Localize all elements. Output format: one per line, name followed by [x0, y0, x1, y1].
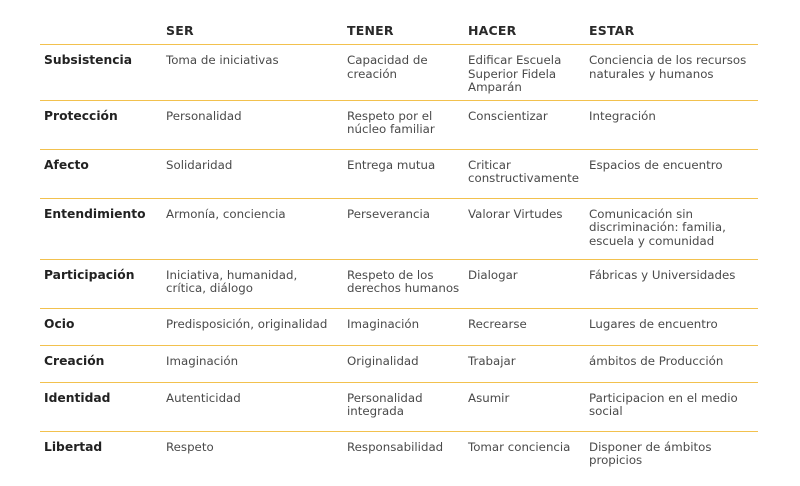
cell-ser: Solidaridad — [162, 149, 343, 198]
row-label: Creación — [40, 345, 162, 382]
table-row — [40, 45, 758, 101]
cell-hacer: Criticar constructivamente — [464, 149, 585, 198]
row-label: Subsistencia — [40, 45, 162, 101]
cell-tener: Originalidad — [343, 345, 464, 382]
cell-ser: Personalidad — [162, 100, 343, 149]
header-tener: TENER — [343, 16, 464, 45]
table-row — [40, 100, 758, 149]
cell-tener: Respeto por el núcleo familiar — [343, 100, 464, 149]
cell-ser: Iniciativa, humanidad, crítica, diálogo — [162, 259, 343, 308]
cell-estar: Lugares de encuentro — [585, 308, 758, 345]
cell-tener: Responsabilidad — [347, 439, 444, 454]
cell-ser: Armonía, conciencia — [162, 198, 343, 259]
cell-tener: Capacidad de creación — [343, 45, 464, 101]
header-ser: SER — [162, 16, 343, 45]
cell-estar: Integración — [585, 100, 758, 149]
cell-ser: Predisposición, originalidad — [162, 308, 343, 345]
table-row — [40, 431, 758, 476]
cell-tener: Perseverancia — [343, 198, 464, 259]
table-row — [40, 308, 758, 345]
row-label: Ocio — [40, 308, 162, 345]
table-row — [40, 345, 758, 382]
row-label: Identidad — [40, 382, 162, 431]
table-row — [40, 198, 758, 259]
cell-ser: Respeto — [166, 439, 214, 454]
header-estar: ESTAR — [585, 16, 758, 45]
cell-hacer: Tomar conciencia — [468, 439, 571, 454]
cell-estar: Espacios de encuentro — [585, 149, 758, 198]
cell-hacer: Asumir — [464, 382, 585, 431]
cell-hacer: Edificar Escuela Superior Fidela Amparán — [464, 45, 585, 101]
cell-tener: Respeto de los derechos humanos — [343, 259, 464, 308]
cell-ser: Autenticidad — [162, 382, 343, 431]
header-blank — [40, 16, 162, 45]
cell-estar: ámbitos de Producción — [585, 345, 758, 382]
header-row — [40, 16, 758, 45]
row-label: Afecto — [40, 149, 162, 198]
cell-ser: Toma de iniciativas — [162, 45, 343, 101]
row-label: Participación — [40, 259, 162, 308]
cell-tener: Imaginación — [343, 308, 464, 345]
table-row — [40, 382, 758, 431]
cell-ser: Imaginación — [162, 345, 343, 382]
table-row — [40, 149, 758, 198]
cell-estar: Fábricas y Universidades — [585, 259, 758, 308]
cell-hacer: Dialogar — [464, 259, 585, 308]
cell-hacer: Recrearse — [464, 308, 585, 345]
cell-hacer: Valorar Virtudes — [464, 198, 585, 259]
row-label: Libertad — [44, 439, 103, 454]
table-row — [40, 259, 758, 308]
cell-tener: Personalidad integrada — [343, 382, 464, 431]
cell-hacer: Trabajar — [464, 345, 585, 382]
needs-matrix-table — [40, 16, 758, 476]
cell-estar: Comunicación sin discriminación: familia, escuela y comunidad — [585, 198, 758, 259]
cell-estar: Conciencia de los recursos naturales y humanos — [585, 45, 758, 101]
cell-hacer: Conscientizar — [464, 100, 585, 149]
cell-estar: Disponer de ámbitos propicios — [589, 439, 712, 467]
cell-estar: Participacion en el medio social — [585, 382, 758, 431]
row-label: Entendimiento — [40, 198, 162, 259]
row-label: Protección — [40, 100, 162, 149]
cell-tener: Entrega mutua — [343, 149, 464, 198]
header-hacer: HACER — [464, 16, 585, 45]
